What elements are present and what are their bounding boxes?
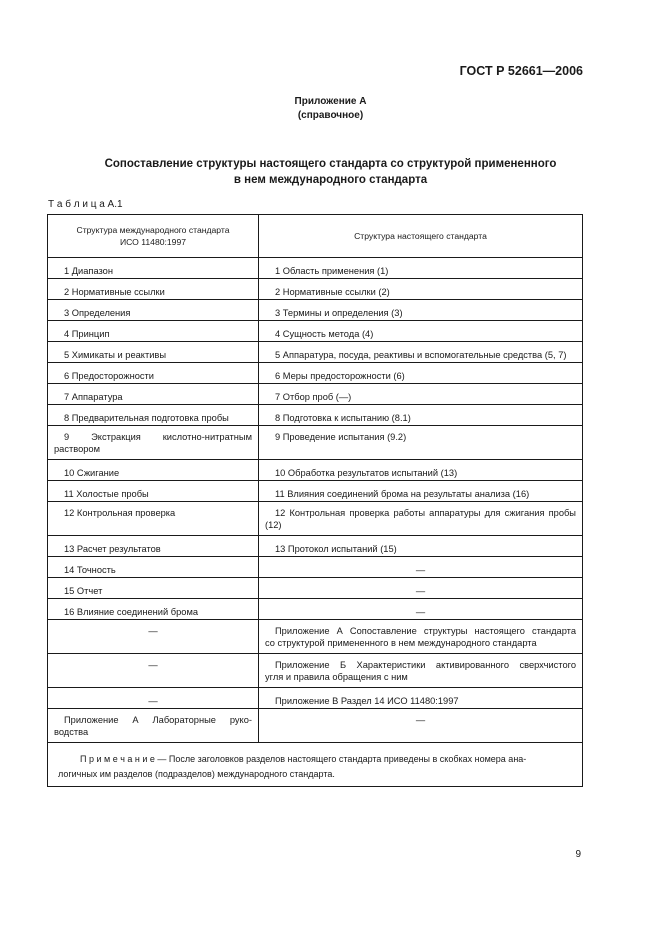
table-row <box>48 599 583 620</box>
table-row <box>48 620 583 654</box>
table-header-row <box>48 215 583 258</box>
header-international-standard: Структура международного стандарта ИСО 11480:1997 <box>48 215 259 258</box>
table-row <box>48 300 583 321</box>
table-row <box>48 342 583 363</box>
cell-national: 3 Термины и определения (3) <box>259 300 583 321</box>
cell-national: — <box>259 578 583 599</box>
table-row <box>48 405 583 426</box>
cell-international: 6 Предосторожности <box>48 363 259 384</box>
table-row <box>48 536 583 557</box>
table-row <box>48 321 583 342</box>
cell-national: 1 Область применения (1) <box>259 258 583 279</box>
cell-national: Приложение А Сопоставление структуры настоящего стандарта со структурой примененного в нем международного стандарта <box>259 620 583 654</box>
cell-international: Приложение А Лабораторные руко- водства <box>48 709 259 743</box>
cell-national: 8 Подготовка к испытанию (8.1) <box>259 405 583 426</box>
standard-designation: ГОСТ Р 52661—2006 <box>459 64 583 78</box>
title-line-1: Сопоставление структуры настоящего стандарта со структурой примененного <box>104 158 557 170</box>
cell-national: 12 Контрольная проверка работы аппаратуры для сжигания пробы (12) <box>259 502 583 536</box>
cell-national: 9 Проведение испытания (9.2) <box>259 426 583 460</box>
appendix-name: Приложение А <box>294 96 367 107</box>
cell-international: 8 Предварительная подготовка пробы <box>48 405 259 426</box>
cell-national: 10 Обработка результатов испытаний (13) <box>259 460 583 481</box>
cell-national: 6 Меры предосторожности (6) <box>259 363 583 384</box>
table-row <box>48 688 583 709</box>
table-row <box>48 654 583 688</box>
document-title <box>60 156 601 188</box>
cell-national: — <box>259 557 583 578</box>
cell-international: 3 Определения <box>48 300 259 321</box>
cell-national: — <box>259 709 583 743</box>
header-this-standard: Структура настоящего стандарта <box>259 215 583 258</box>
cell-international: — <box>48 688 259 709</box>
cell-international: 11 Холостые пробы <box>48 481 259 502</box>
table-row <box>48 258 583 279</box>
comparison-table <box>47 214 583 787</box>
cell-international: 1 Диапазон <box>48 258 259 279</box>
cell-international: 15 Отчет <box>48 578 259 599</box>
cell-national: 7 Отбор проб (—) <box>259 384 583 405</box>
cell-international: 7 Аппаратура <box>48 384 259 405</box>
cell-international: 2 Нормативные ссылки <box>48 279 259 300</box>
table-note-row <box>48 743 583 787</box>
table-label: Т а б л и ц а А.1 <box>48 199 123 210</box>
cell-national: — <box>259 599 583 620</box>
cell-national: 5 Аппаратура, посуда, реактивы и вспомогательные средства (5, 7) <box>259 342 583 363</box>
cell-international: 12 Контрольная проверка <box>48 502 259 536</box>
cell-international: 4 Принцип <box>48 321 259 342</box>
table-row <box>48 557 583 578</box>
cell-international: — <box>48 620 259 654</box>
table-row <box>48 384 583 405</box>
table-row <box>48 460 583 481</box>
table-row <box>48 279 583 300</box>
table-row <box>48 363 583 384</box>
cell-international: 14 Точность <box>48 557 259 578</box>
cell-national: 13 Протокол испытаний (15) <box>259 536 583 557</box>
table-row <box>48 502 583 536</box>
cell-national: 4 Сущность метода (4) <box>259 321 583 342</box>
cell-national: Приложение Б Характеристики активированного сверхчистого угля и правила обращения с ним <box>259 654 583 688</box>
cell-international: — <box>48 654 259 688</box>
table-row <box>48 481 583 502</box>
table-row <box>48 426 583 460</box>
appendix-heading <box>0 95 661 123</box>
cell-international: 10 Сжигание <box>48 460 259 481</box>
appendix-type: (справочное) <box>297 110 364 121</box>
cell-national: Приложение В Раздел 14 ИСО 11480:1997 <box>259 688 583 709</box>
cell-international: 13 Расчет результатов <box>48 536 259 557</box>
table-row <box>48 709 583 743</box>
cell-national: 11 Влияния соединений брома на результаты анализа (16) <box>259 481 583 502</box>
title-line-2: в нем международного стандарта <box>233 174 428 186</box>
cell-international: 16 Влияние соединений брома <box>48 599 259 620</box>
cell-national: 2 Нормативные ссылки (2) <box>259 279 583 300</box>
table-row <box>48 578 583 599</box>
page-number: 9 <box>575 849 581 860</box>
cell-international: 9 Экстракция кислотно-нитратным раствором <box>48 426 259 460</box>
cell-international: 5 Химикаты и реактивы <box>48 342 259 363</box>
table-note: П р и м е ч а н и е — После заголовков разделов настоящего стандарта приведены в скобках номера ана- логичных им разделов (подразделов) международного стандарта. <box>48 743 583 787</box>
